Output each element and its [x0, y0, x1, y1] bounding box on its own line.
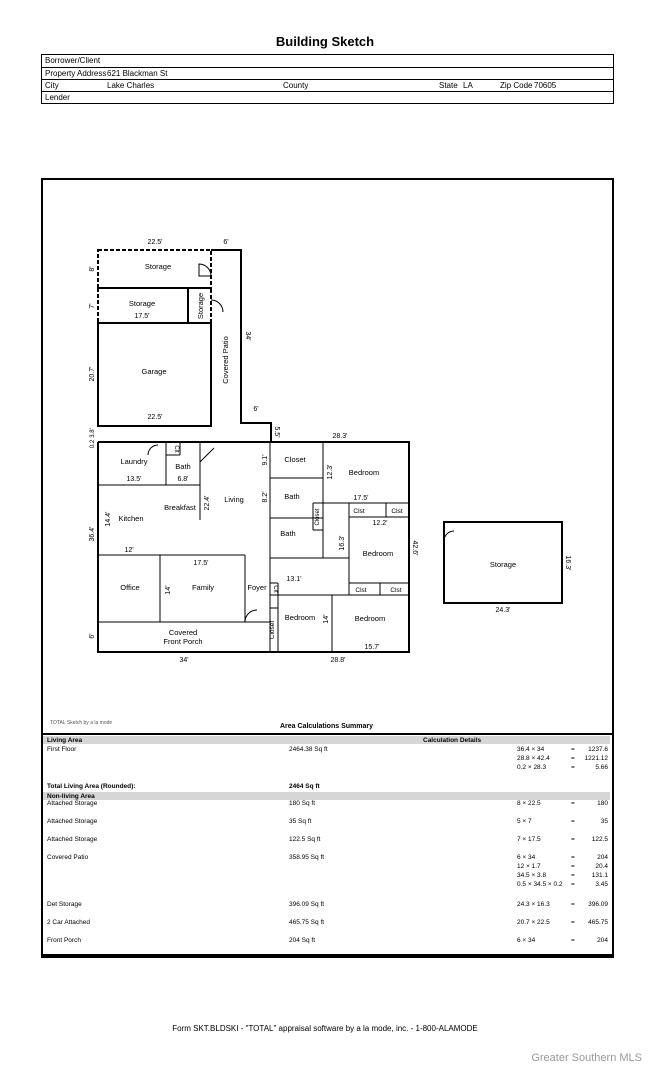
room-living: Living: [224, 495, 244, 504]
dim-label: 24.3': [495, 607, 511, 614]
calc-equals: =: [571, 818, 575, 825]
room-foyer: Foyer: [247, 583, 267, 592]
address-label: Property Address: [45, 69, 107, 78]
calc-details-header: Calculation Details: [423, 737, 482, 744]
calc-expression: 24.3 × 16.3: [517, 901, 550, 908]
address-value: 621 Blackman St: [107, 69, 168, 78]
non-living-area: 180 Sq ft: [289, 800, 316, 807]
total-living-label: Total Living Area (Rounded):: [47, 783, 136, 790]
room-laundry: Laundry: [120, 457, 148, 466]
room-clst-1: Clst: [353, 508, 365, 515]
mls-watermark: Greater Southern MLS: [531, 1052, 642, 1064]
calc-result: 20.4: [595, 863, 608, 870]
living-area-header: Living Area: [47, 737, 83, 744]
borrower-label: Borrower/Client: [45, 56, 101, 65]
non-living-label: Front Porch: [47, 937, 81, 944]
non-living-label: 2 Car Attached: [47, 919, 90, 926]
dim-label: 6.8': [177, 476, 189, 483]
zip-value: 70605: [534, 81, 557, 90]
non-living-area: 465.75 Sq ft: [289, 919, 325, 926]
area-summary-title: Area Calculations Summary: [280, 723, 373, 730]
room-garage: Garage: [141, 367, 167, 376]
non-living-area: 204 Sq ft: [289, 937, 316, 944]
dim-label: 22.4': [204, 495, 211, 511]
calc-result: 5.66: [595, 764, 608, 771]
non-living-header: Non-living Area: [47, 793, 95, 800]
calc-expression: 28.8 × 42.4: [517, 755, 550, 762]
calc-result: 35: [600, 818, 608, 825]
dim-label: 14': [165, 585, 172, 595]
total-living-value: 2464 Sq ft: [289, 783, 320, 790]
dim-label: 42.6': [411, 540, 418, 556]
dim-label: 8.2': [262, 491, 269, 503]
calc-expression: 6 × 34: [517, 854, 536, 861]
room-bedroom-4: Bedroom: [354, 614, 386, 623]
county-label: County: [283, 81, 309, 90]
room-breakfast: Breakfast: [164, 503, 196, 512]
dim-label: 34': [244, 331, 251, 341]
room-bedroom-1: Bedroom: [348, 468, 380, 477]
calc-result: 1221.12: [584, 755, 608, 762]
page-title: Building Sketch: [275, 34, 375, 49]
calc-expression: 36.4 × 34: [517, 746, 545, 753]
calc-result: 3.45: [595, 881, 608, 888]
room-storage-top: Storage: [144, 262, 172, 271]
room-detached-storage: Storage: [489, 560, 517, 569]
calc-equals: =: [571, 872, 575, 879]
calc-equals: =: [571, 919, 575, 926]
dim-label: 22.5': [147, 414, 163, 421]
calc-expression: 20.7 × 22.5: [517, 919, 550, 926]
dim-label: 7': [89, 303, 96, 309]
state-value: LA: [463, 81, 473, 90]
dim-label: 20.7': [89, 366, 96, 382]
room-covered-patio: Covered Patio: [221, 336, 230, 384]
room-kitchen: Kitchen: [118, 514, 144, 523]
calc-equals: =: [571, 746, 575, 753]
non-living-area: 35 Sq ft: [289, 818, 312, 825]
calc-expression: 5 × 7: [517, 818, 532, 825]
room-closet-2: Closet: [269, 620, 276, 640]
room-clt-2: Clt: [272, 585, 278, 593]
dim-label: 36.4': [89, 526, 96, 542]
calc-expression: 0.5 × 34.5 × 0.2: [517, 881, 563, 888]
calc-equals: =: [571, 764, 575, 771]
frame-bottom: [41, 954, 612, 956]
zip-label: Zip Code: [500, 81, 533, 90]
room-storage-mid: Storage: [128, 299, 156, 308]
room-porch-line-2: Front Porch: [163, 637, 203, 646]
patio-outline: [211, 250, 271, 442]
room-office: Office: [120, 583, 140, 592]
summary-divider: [41, 733, 612, 735]
calc-expression: 6 × 34: [517, 937, 536, 944]
dim-label: 6': [223, 239, 229, 246]
calc-equals: =: [571, 854, 575, 861]
calc-expression: 8 × 22.5: [517, 800, 541, 807]
calc-result: 465.75: [588, 919, 608, 926]
calc-equals: =: [571, 881, 575, 888]
room-storage-vert: Storage: [196, 292, 205, 320]
dim-label: 6': [89, 633, 96, 639]
non-living-label: Attached Storage: [47, 818, 98, 825]
state-label: State: [439, 81, 458, 90]
dim-label: 6': [253, 406, 259, 413]
calc-result: 180: [597, 800, 608, 807]
non-living-label: Attached Storage: [47, 800, 98, 807]
room-clst-3: Clst: [355, 587, 367, 594]
room-clt-1: Clt: [173, 445, 179, 453]
room-closet-1: Closet: [284, 455, 306, 464]
dim-label: 22.5': [147, 239, 163, 246]
room-porch-line-1: Covered: [168, 628, 198, 637]
calc-expression: 12 × 1.7: [517, 863, 541, 870]
dim-label: 12': [124, 547, 134, 554]
first-floor-area: 2464.38 Sq ft: [289, 746, 328, 753]
calc-equals: =: [571, 755, 575, 762]
living-header-band: [43, 736, 610, 744]
calc-result: 131.1: [591, 872, 608, 879]
dim-label: 3.8': [90, 428, 96, 438]
non-living-label: Det Storage: [47, 901, 82, 908]
non-living-label: Attached Storage: [47, 836, 98, 843]
sketch-credit: TOTAL Sketch by a la mode: [50, 720, 113, 726]
calc-result: 204: [597, 854, 608, 861]
non-living-header-band: [43, 792, 610, 800]
dim-label: 17.5': [193, 560, 209, 567]
first-floor-label: First Floor: [47, 746, 77, 753]
calc-equals: =: [571, 901, 575, 908]
calc-result: 204: [597, 937, 608, 944]
calc-equals: =: [571, 863, 575, 870]
dim-label: 8': [89, 266, 96, 272]
dim-label: 0.2: [90, 439, 96, 449]
dim-label: 12.3': [327, 464, 334, 480]
lender-label: Lender: [45, 93, 70, 102]
dim-label: 5.5': [273, 426, 280, 438]
calc-expression: 34.5 × 3.8: [517, 872, 547, 879]
dim-label: 13.5': [126, 476, 142, 483]
dim-label: 28.3': [332, 433, 348, 440]
non-living-area: 122.5 Sq ft: [289, 836, 321, 843]
city-label: City: [45, 81, 59, 90]
room-bath-1: Bath: [175, 462, 191, 471]
dim-label: 14.4': [105, 511, 112, 527]
dim-label: 13.1': [286, 576, 302, 583]
dim-label: 12.2': [372, 520, 388, 527]
room-closet-vert: Closet: [315, 508, 321, 526]
non-living-area: 396.09 Sq ft: [289, 901, 325, 908]
dim-label: 9.1': [262, 454, 269, 466]
dim-label: 15.7': [364, 644, 380, 651]
dim-label: 14': [323, 614, 330, 624]
calc-equals: =: [571, 800, 575, 807]
non-living-label: Covered Patio: [47, 854, 89, 861]
room-clst-4: Clst: [390, 587, 402, 594]
dim-label: 17.5': [134, 313, 150, 320]
room-bath-3: Bath: [280, 529, 296, 538]
dim-label: 16.3': [564, 555, 571, 571]
dim-label: 17.5': [353, 495, 369, 502]
calc-result: 1237.6: [588, 746, 608, 753]
calc-equals: =: [571, 937, 575, 944]
calc-expression: 7 × 17.5: [517, 836, 541, 843]
room-bedroom-3: Bedroom: [284, 613, 316, 622]
dim-label: 34': [179, 657, 189, 664]
city-value: Lake Charles: [107, 81, 155, 90]
calc-result: 122.5: [591, 836, 608, 843]
calc-result: 396.09: [588, 901, 608, 908]
calc-equals: =: [571, 836, 575, 843]
dim-label: 28.8': [330, 657, 346, 664]
non-living-area: 358.95 Sq ft: [289, 854, 325, 861]
room-bedroom-2: Bedroom: [362, 549, 394, 558]
calc-expression: 0.2 × 28.3: [517, 764, 547, 771]
room-family: Family: [191, 583, 215, 592]
room-clst-2: Clst: [391, 508, 403, 515]
dim-label: 16.3': [339, 535, 346, 551]
room-bath-2: Bath: [284, 492, 300, 501]
form-footer: Form SKT.BLDSKI - "TOTAL" appraisal software by a la mode, inc. - 1-800-ALAMODE: [172, 1024, 478, 1033]
